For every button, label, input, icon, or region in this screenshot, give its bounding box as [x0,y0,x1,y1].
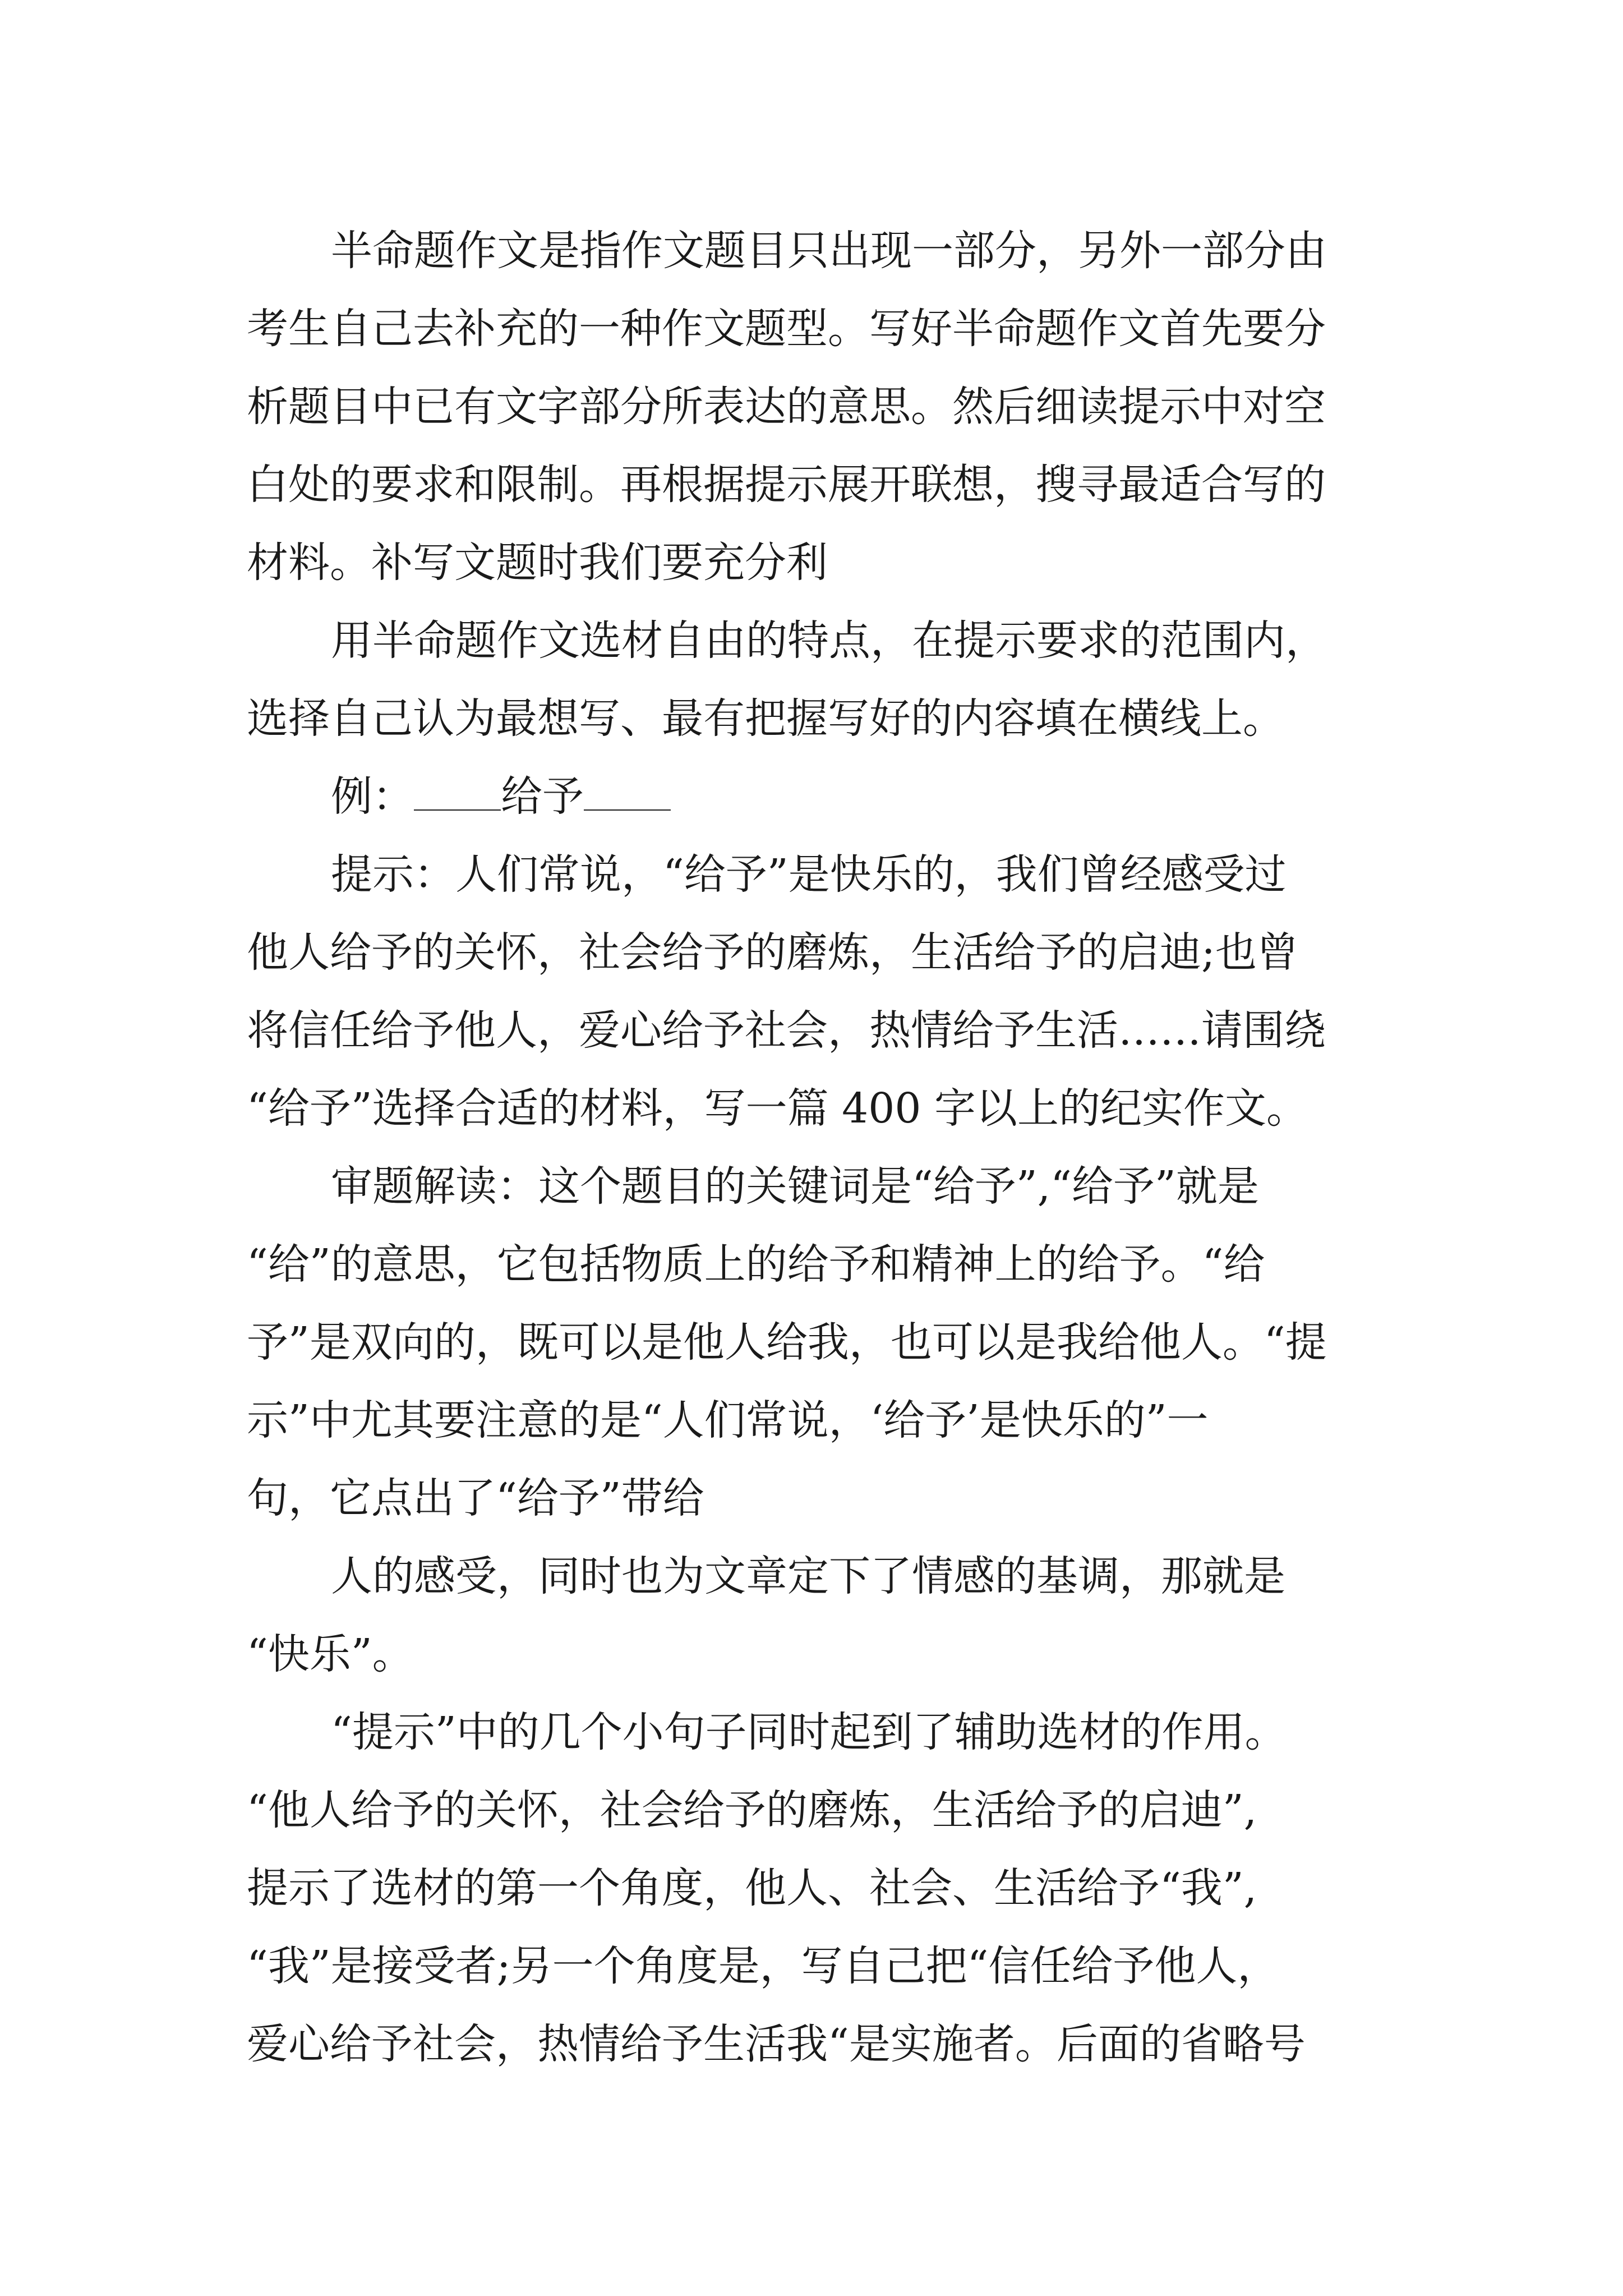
example-prefix: 例： [331,772,414,821]
text-line: “我”是接受者;另一个角度是，写自己把“信任给予他人， [247,1942,1279,1990]
text-line: 材料。补写文题时我们要充分利 [247,539,828,587]
text-line: 将信任给予他人，爱心给予社会，热情给予生活……请围绕 [247,1006,1326,1055]
text-line: 考生自己去补充的一种作文题型。写好半命题作文首先要分 [247,305,1326,353]
example-word: 给予 [501,772,584,821]
text-line: “给”的意思，它包括物质上的给予和精神上的给予。“给 [247,1240,1265,1289]
text-line: “提示”中的几个小句子同时起到了辅助选材的作用。 [331,1708,1287,1756]
text-line: 示”中尤其要注意的是“人们常说，‘给予’是快乐的”一 [247,1396,1209,1444]
text-line: 用半命题作文选材自由的特点，在提示要求的范围内， [331,616,1327,665]
text-line: 半命题作文是指作文题目只出现一部分，另外一部分由 [331,227,1327,275]
text-line: 爱心给予社会，热情给予生活我“是实施者。后面的省略号 [247,2020,1306,2068]
example-blank-left [414,774,501,811]
text-line: 析题目中已有文字部分所表达的意思。然后细读提示中对空 [247,383,1326,431]
text-line: 句，它点出了“给予”带给 [247,1474,704,1522]
text-line: 予”是双向的，既可以是他人给我，也可以是我给他人。“提 [247,1318,1327,1366]
text-line: 提示：人们常说，“给予”是快乐的，我们曾经感受过 [331,850,1287,899]
text-line: “快乐”。 [247,1630,414,1678]
text-line: 选择自己认为最想写、最有把握写好的内容填在横线上。 [247,694,1284,743]
example-blank-right [584,774,671,811]
text-line: 提示了选材的第一个角度，他人、社会、生活给予“我”, [247,1864,1257,1912]
body-text [247,212,1402,2083]
example-line [247,758,1402,836]
text-line: “给予”选择合适的材料，写一篇 400 字以上的纪实作文。 [247,1084,1308,1133]
text-line: 他人给予的关怀，社会给予的磨炼，生活给予的启迪;也曾 [247,928,1298,977]
text-line: “他人给予的关怀，社会给予的磨炼，生活给予的启迪”, [247,1786,1257,1834]
text-line: 人的感受，同时也为文章定下了情感的基调，那就是 [331,1552,1285,1600]
text-line: 白处的要求和限制。再根据提示展开联想，搜寻最适合写的 [247,461,1326,509]
text-line: 审题解读：这个题目的关键词是“给予”,“给予”就是 [331,1162,1259,1211]
